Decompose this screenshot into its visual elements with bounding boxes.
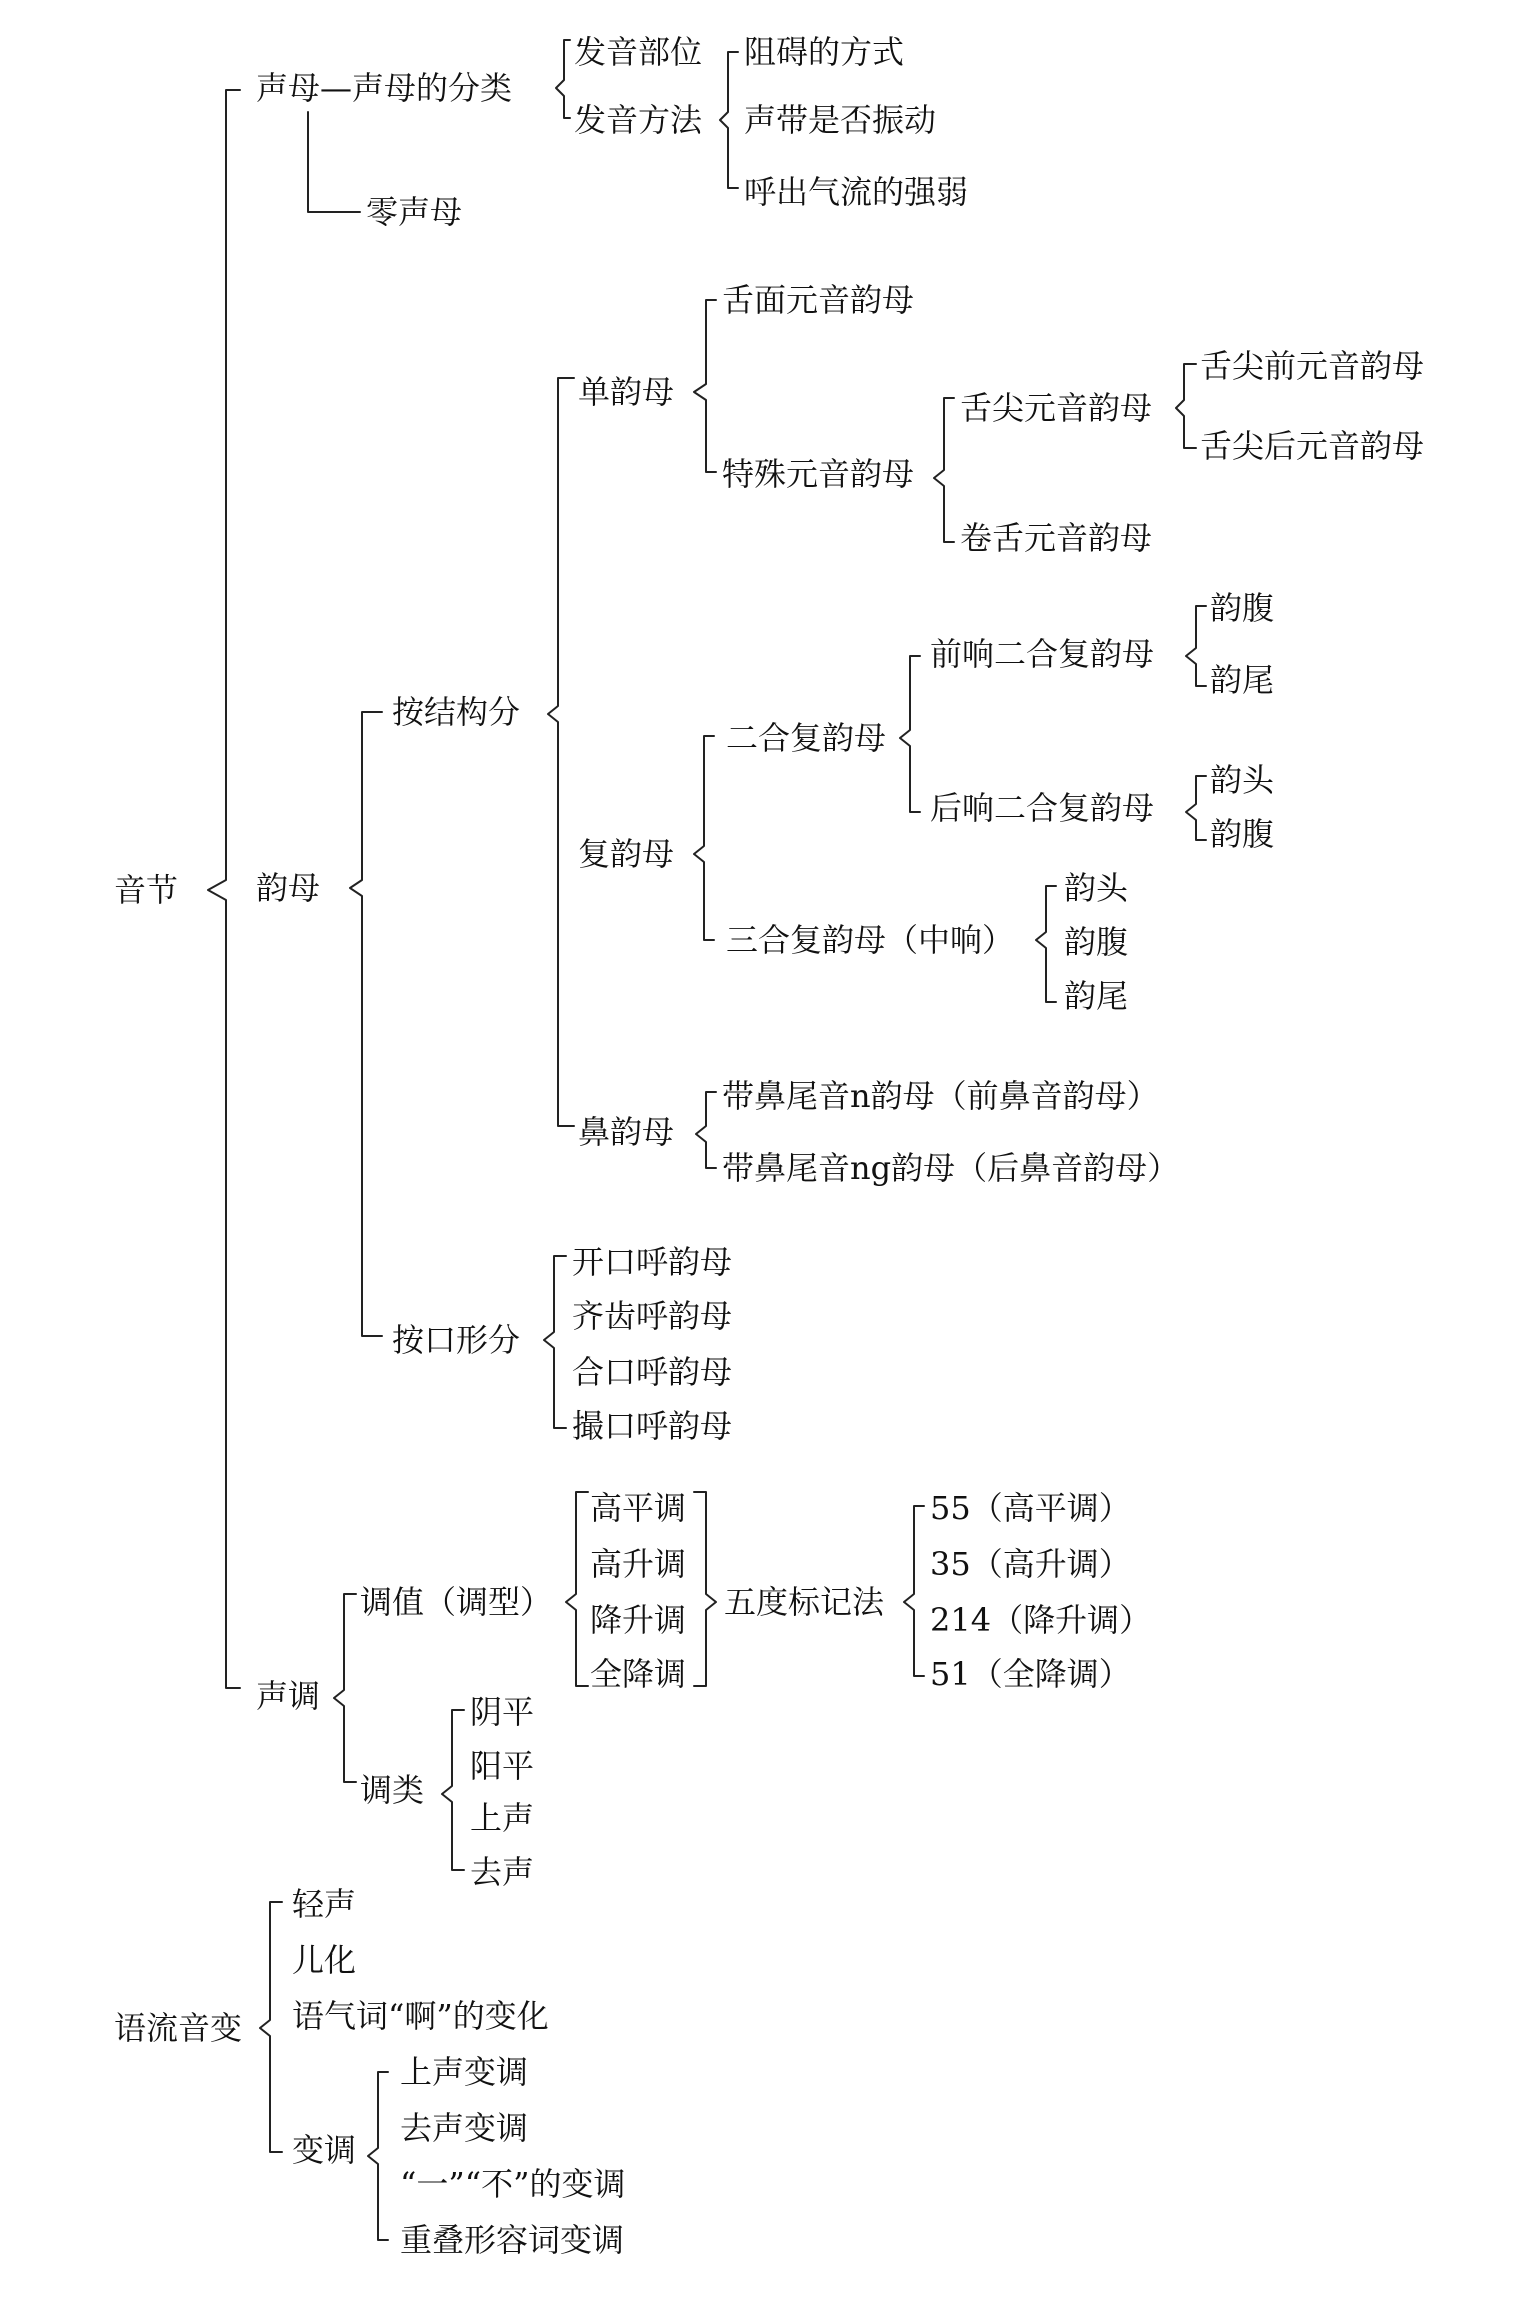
node-gaoping: 高平调 [590,1489,687,1527]
node-houxiang: 后响二合复韵母 [930,789,1155,827]
node-qusheng: 去声 [470,1853,535,1891]
node-chongdie: 重叠形容词变调 [400,2221,625,2259]
node-shengdai: 声带是否振动 [744,101,937,139]
brace-yinjie [208,90,240,1688]
node-shejian-hou: 舌尖后元音韵母 [1200,427,1425,465]
node-hx-yunfu: 韵腹 [1210,815,1275,853]
node-v214: 214（降升调） [930,1601,1152,1639]
brace-diaozhi-right [694,1492,716,1686]
node-qx-yunfu: 韵腹 [1210,589,1275,627]
node-shejian: 舌尖元音韵母 [960,389,1153,427]
node-zuai-fangshi: 阻碍的方式 [744,33,905,71]
brace-teshu [934,398,954,542]
node-jiangsheng: 降升调 [590,1601,687,1639]
node-a-bianhua: 语气词“啊”的变化 [292,1997,549,2035]
node-dan-yunmu: 单韵母 [578,373,675,411]
node-fu-yunmu: 复韵母 [578,835,675,873]
brace-diaozhi-left [566,1492,588,1686]
node-shejian-qian: 舌尖前元音韵母 [1200,347,1425,385]
node-quanjiang: 全降调 [590,1655,687,1693]
node-biandiao: 变调 [292,2131,357,2169]
brace-qianxiang [1186,606,1206,686]
node-sh-yunfu: 韵腹 [1064,923,1129,961]
node-yibu-biandiao: “一”“不”的变调 [400,2165,626,2203]
node-n-yunmu: 带鼻尾音n韵母（前鼻音韵母） [722,1077,1159,1115]
node-yuliu: 语流音变 [114,2009,243,2047]
brace-wudu [904,1506,924,1676]
brace-an-jiegou [548,378,574,1126]
node-hekou: 合口呼韵母 [572,1353,733,1391]
node-wudu: 五度标记法 [724,1583,885,1621]
node-sh-yunwei: 韵尾 [1064,977,1129,1015]
node-v35: 35（高升调） [930,1545,1131,1583]
node-qingsheng: 轻声 [292,1885,357,1923]
node-shengdiao: 声调 [256,1677,321,1715]
node-teshu: 特殊元音韵母 [722,455,915,493]
brace-houxiang [1186,776,1206,840]
brace-an-kouxing [544,1256,566,1428]
brace-bi-yunmu [696,1092,716,1168]
node-shangsheng: 上声 [470,1799,535,1837]
node-diaolei: 调类 [360,1771,425,1809]
node-v55: 55（高平调） [930,1489,1131,1527]
node-qichi: 齐齿呼韵母 [572,1297,733,1335]
node-yinping: 阴平 [470,1693,535,1731]
node-fayin-buwei: 发音部位 [574,33,703,71]
node-gaosheng: 高升调 [590,1545,687,1583]
brace-yuliu [260,1902,282,2152]
node-fayin-fangfa: 发音方法 [574,101,703,139]
brace-shengmu-fenlei [556,40,570,118]
brace-diaolei [442,1710,464,1870]
node-ling-shengmu: 零声母 [366,193,463,231]
node-bi-yunmu: 鼻韵母 [578,1113,675,1151]
brace-fu-yunmu [694,736,714,940]
node-yinjie: 音节 [114,871,179,909]
node-qx-yunwei: 韵尾 [1210,661,1275,699]
node-kaikou: 开口呼韵母 [572,1243,733,1281]
node-yangping: 阳平 [470,1747,535,1785]
node-qiliu: 呼出气流的强弱 [744,173,969,211]
node-erhua: 儿化 [292,1941,357,1979]
node-juanshe: 卷舌元音韵母 [960,519,1153,557]
brace-yunmu [350,712,382,1336]
brace-fayin-fangfa [720,52,738,188]
node-v51: 51（全降调） [930,1655,1131,1693]
node-shemian: 舌面元音韵母 [722,281,915,319]
node-yunmu: 韵母 [256,869,321,907]
node-an-jiegou: 按结构分 [392,693,521,731]
node-diaozhi: 调值（调型） [360,1583,553,1621]
brace-shejian [1176,364,1196,448]
brace-dan-yunmu [694,300,716,472]
node-ss-biandiao: 上声变调 [400,2053,529,2091]
brace-erhe [900,656,920,812]
brace-shengdiao [334,1594,356,1782]
brace-biandiao [368,2072,388,2240]
node-cuokou: 撮口呼韵母 [572,1407,733,1445]
node-sanhe: 三合复韵母（中响） [726,921,1015,959]
node-an-kouxing: 按口形分 [392,1321,521,1359]
node-ng-yunmu: 带鼻尾音ng韵母（后鼻音韵母） [722,1149,1180,1187]
node-shengmu: 声母—声母的分类 [256,69,513,107]
node-qs-biandiao: 去声变调 [400,2109,529,2147]
node-hx-yuntou: 韵头 [1210,761,1275,799]
connector-shengmu-ling [308,112,360,212]
node-sh-yuntou: 韵头 [1064,869,1129,907]
brace-sanhe [1036,886,1056,1002]
node-erhe: 二合复韵母 [726,719,887,757]
node-qianxiang: 前响二合复韵母 [930,635,1155,673]
